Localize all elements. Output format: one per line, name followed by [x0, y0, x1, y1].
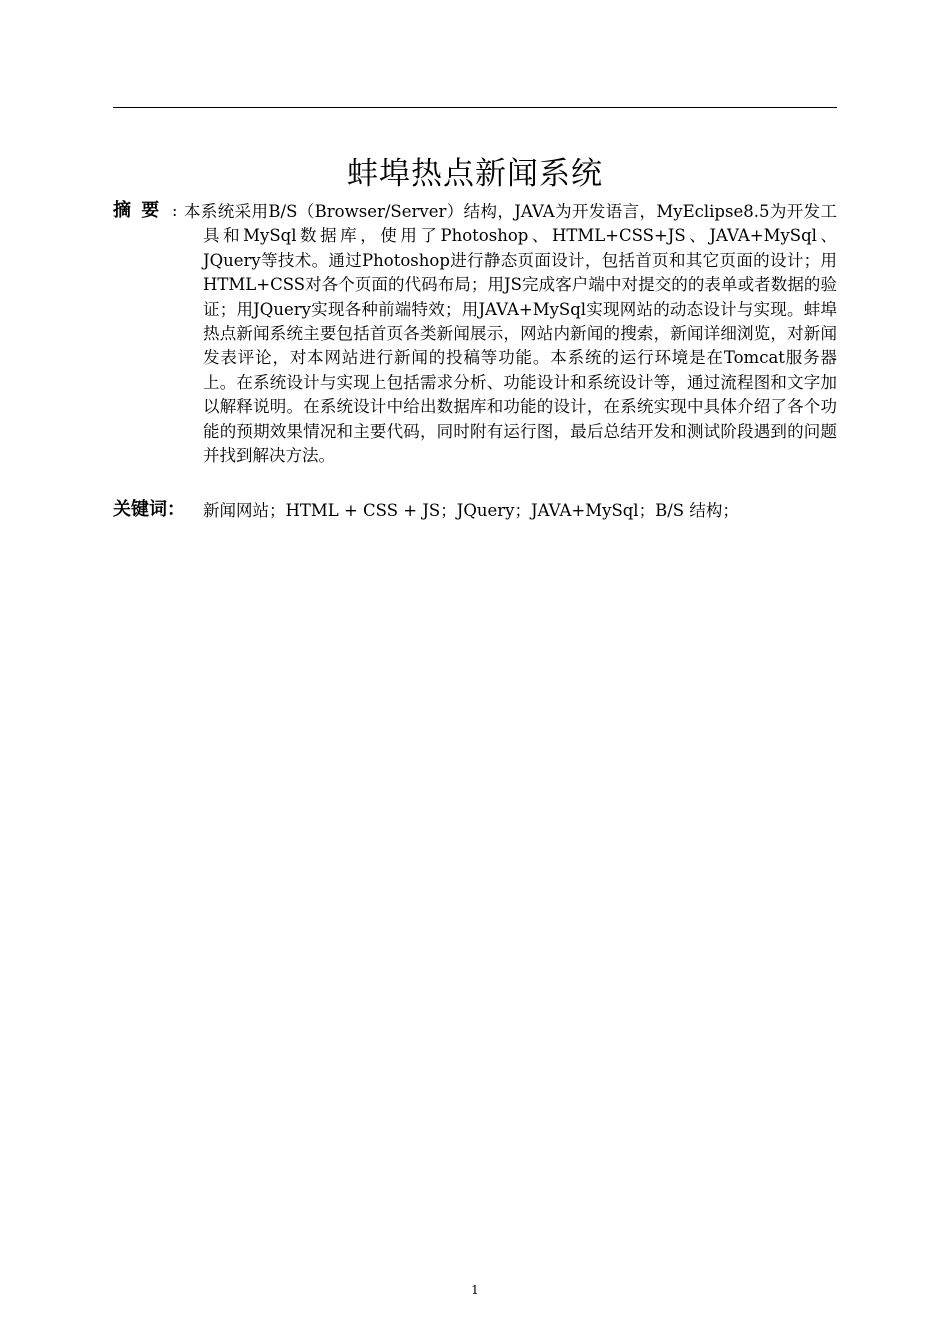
page-title: 蚌埠热点新闻系统	[347, 156, 603, 192]
abstract-label: 摘 要	[113, 200, 162, 221]
keywords-label: 关键词：	[113, 499, 185, 520]
abstract-colon: :	[172, 201, 178, 220]
page-number: 1	[471, 1283, 479, 1297]
abstract-text: 本系统采用B/S（Browser/Server）结构，JAVA为开发语言，MyEclipse8.5为开发工具和MySql数据库，使用了Photoshop、HTML+CSS+JS、JAVA+MySql、JQuery等技术。通过Photoshop进行静态页面设计，包括首页和其它页面的设计；用HTML+CSS对各个页面的代码布局；用JS完成客户端中对提交的的表单或者数据的验证；用JQuery实现各种前端特效；用JAVA+MySql实现网站的动态设计与实现。蚌埠热点新闻系统主要包括首页各类新闻展示，网站内新闻的搜索，新闻详细浏览，对新闻发表评论，对本网站进行新闻的投稿等功能。本系统的运行环境是在Tomcat服务器上。在系统设计与实现上包括需求分析、功能设计和系统设计等，通过流程图和文字加以解释说明。在系统设计中给出数据库和功能的设计，在系统实现中具体介绍了各个功能的预期效果情况和主要代码，同时附有运行图，最后总结开发和测试阶段遇到的问题并找到解决方法。	[184, 202, 837, 466]
header-rule	[113, 107, 837, 108]
keywords-text: 新闻网站；HTML + CSS + JS；JQuery；JAVA+MySql；B/S 结构；	[203, 501, 739, 520]
